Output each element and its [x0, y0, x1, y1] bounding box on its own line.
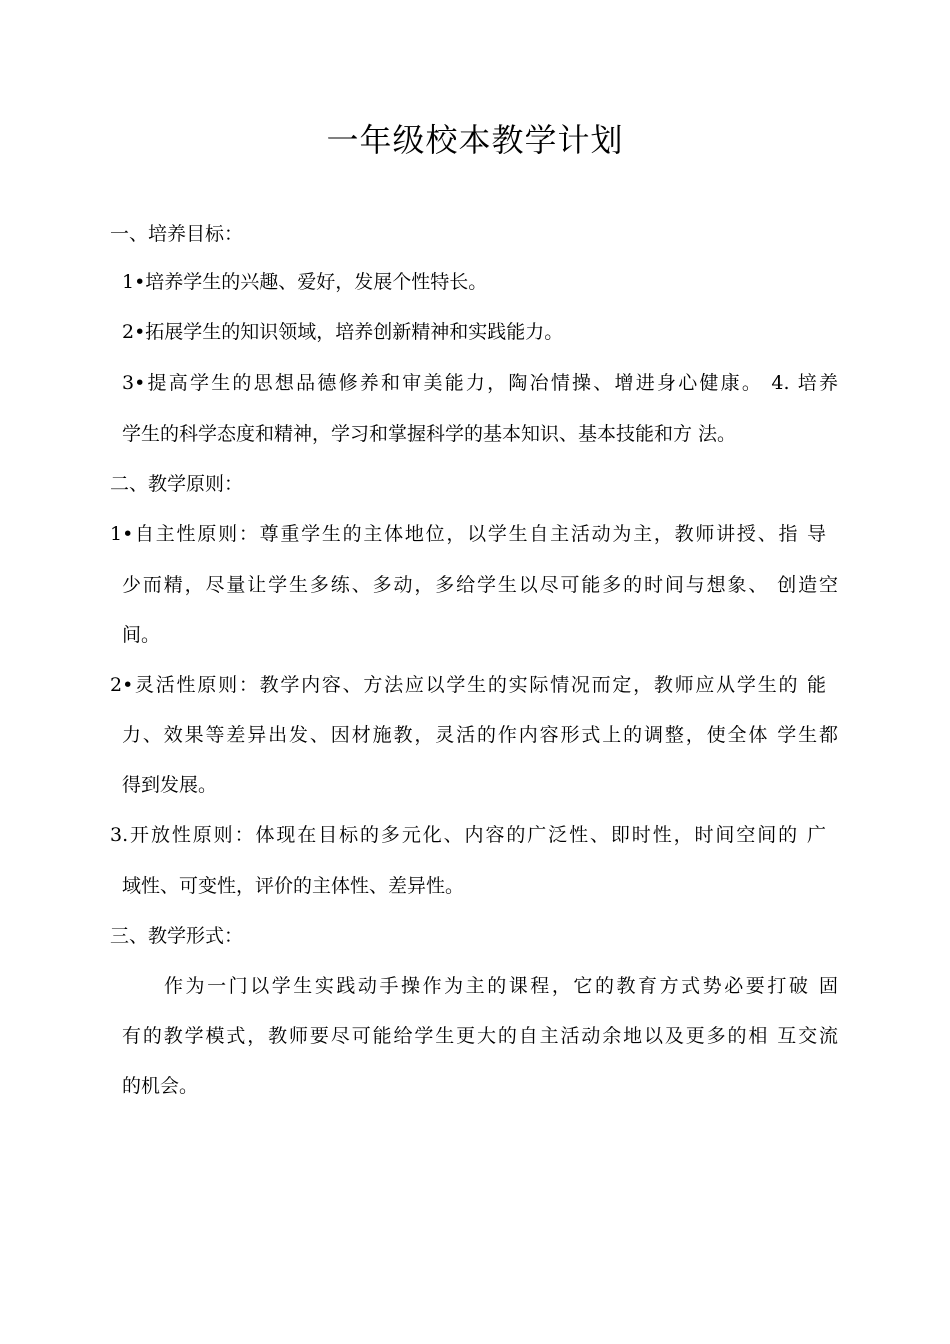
section1-item3-line1: 3•提高学生的思想品德修养和审美能力，陶冶情操、增进身心健康。 4. 培养 — [122, 372, 838, 394]
document-title: 一年级校本教学计划 — [326, 121, 624, 159]
section1-item2: 2•拓展学生的知识领域，培养创新精神和实践能力。 — [122, 321, 564, 343]
section2-item1-line2: 少而精，尽量让学生多练、多动，多给学生以尽可能多的时间与想象、 创造空 — [122, 574, 838, 596]
section2-heading: 二、教学原则： — [110, 473, 244, 495]
section2-item2-line1: 2•灵活性原则：教学内容、方法应以学生的实际情况而定，教师应从学生的 能 — [110, 674, 826, 696]
section1-heading: 一、培养目标： — [110, 223, 244, 245]
section3-para-line3: 的机会。 — [122, 1075, 199, 1097]
section2-item3-line2: 域性、可变性，评价的主体性、差异性。 — [122, 875, 465, 897]
section3-heading: 三、教学形式： — [110, 925, 244, 947]
section2-item1-line3: 间。 — [122, 624, 161, 646]
section2-item2-line2: 力、效果等差异出发、因材施教，灵活的作内容形式上的调整，使全体 学生都 — [122, 724, 838, 746]
section1-item3-line2: 学生的科学态度和精神，学习和掌握科学的基本知识、基本技能和方 法。 — [122, 423, 737, 445]
section3-para-line1: 作为一门以学生实践动手操作为主的课程，它的教育方式势必要打破 固 — [164, 975, 838, 997]
section2-item2-line3: 得到发展。 — [122, 774, 218, 796]
section1-item1: 1•培养学生的兴趣、爱好，发展个性特长。 — [122, 271, 488, 293]
section2-item1-line1: 1•自主性原则：尊重学生的主体地位，以学生自主活动为主，教师讲授、指 导 — [110, 523, 826, 545]
section2-item3-line1: 3.开放性原则：体现在目标的多元化、内容的广泛性、即时性，时间空间的 广 — [110, 824, 826, 846]
section3-para-line2: 有的教学模式，教师要尽可能给学生更大的自主活动余地以及更多的相 互交流 — [122, 1025, 838, 1047]
